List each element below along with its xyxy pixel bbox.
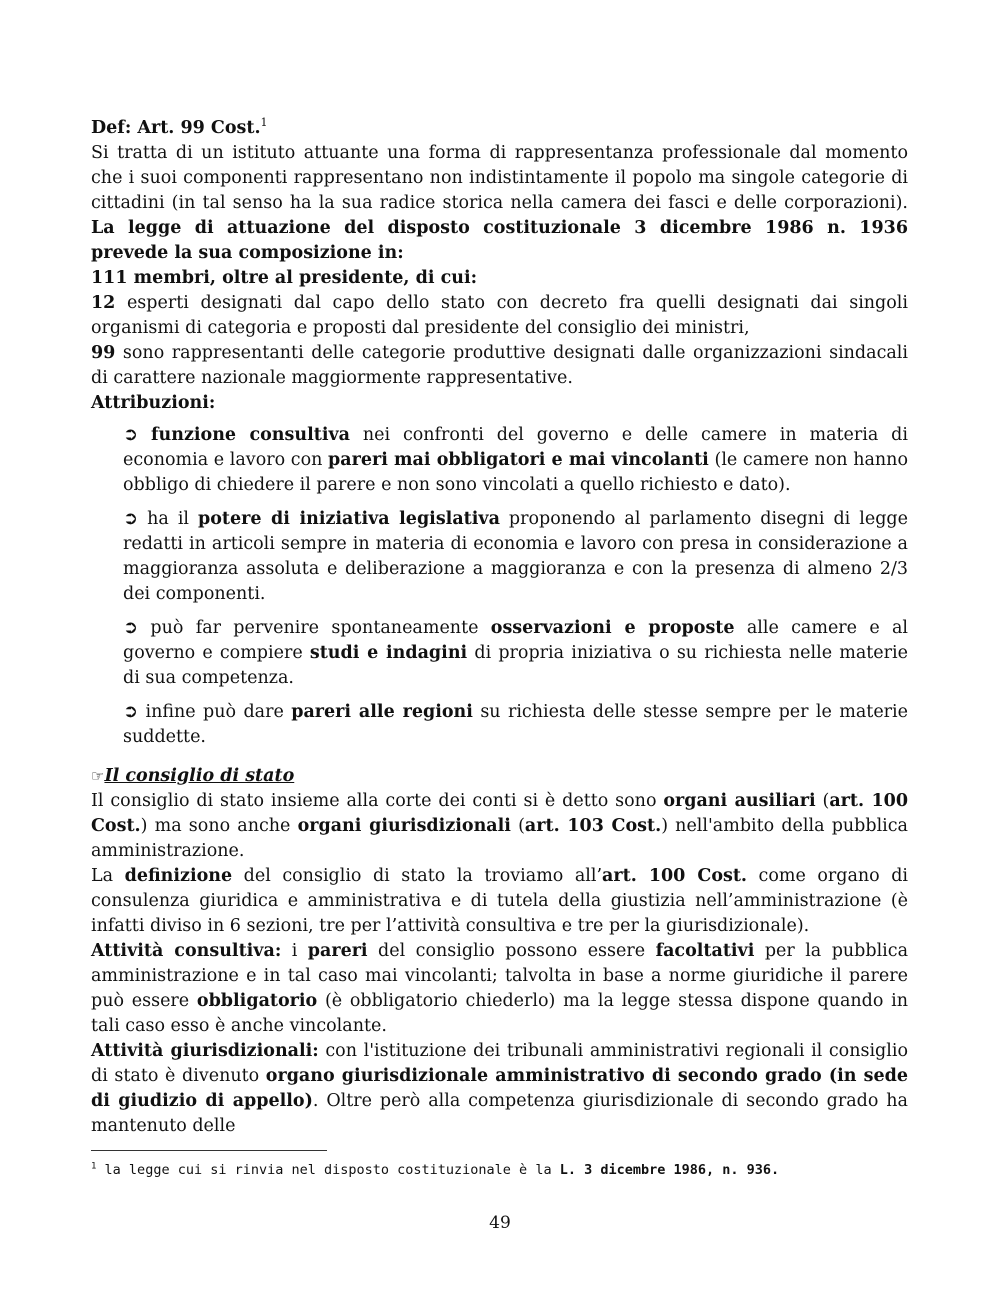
- footnote-divider: [91, 1150, 327, 1151]
- list-item: ➲ funzione consultiva nei confronti del governo e delle camere in materia di economia e lavoro con pareri mai obbligatori e mai vincolanti (le camere non hanno obbligo di chiedere il parere e non sono vincolati a quello richiesto e dato).: [123, 424, 908, 495]
- footnote-reference: 1: [260, 116, 268, 130]
- experts-paragraph: 12 esperti designati dal capo dello stato con decreto fra quelli designati dai singoli organismi di categoria e proposti dal presidente del consiglio dei ministri,: [91, 293, 908, 338]
- definition-heading: Def: Art. 99 Cost.$^1$: [91, 116, 268, 138]
- main-text: [91, 116, 908, 1139]
- section-heading: ☞Il consiglio di stato: [91, 766, 295, 786]
- section-paragraph-3: Attività consultiva: i pareri del consiglio possono essere facoltativi per la pubblica amministrazione e in tal caso mai vincolanti; talvolta in base a norme giuridiche il parere può essere obbligatorio (è obbligatorio chiederlo) ma la legge stessa dispone quando in tali caso esso è anche vincolante.: [91, 941, 908, 1036]
- list-item: ➲ può far pervenire spontaneamente osservazioni e proposte alle camere e al governo e compiere studi e indagini di propria iniziativa o su richiesta nelle materie di sua competenza.: [123, 617, 908, 688]
- footnote-number: 1: [91, 1161, 97, 1172]
- members-heading: 111 membri, oltre al presidente, di cui:: [91, 268, 478, 288]
- arrow-circle-right-icon: ➲: [123, 508, 139, 529]
- pointing-hand-icon: ☞: [91, 767, 105, 785]
- section-paragraph-1: Il consiglio di stato insieme alla corte dei conti si è detto sono organi ausiliari (art. 100 Cost.) ma sono anche organi giurisdizionali (art. 103 Cost.) nell'ambito della pubblica amministrazione.: [91, 791, 908, 861]
- attribuzioni-list: [123, 422, 908, 750]
- representatives-paragraph: 99 sono rappresentanti delle categorie produttive designati dalle organizzazioni sindacali di carattere nazionale maggiormente rappresentative.: [91, 343, 908, 388]
- definition-paragraph: Si tratta di un istituto attuante una forma di rappresentanza professionale dal momento che i suoi componenti rappresentano non indistintamente il popolo ma singole categorie di cittadini (in tal senso ha la sua radice storica nella camera dei fasci e delle corporazioni). La legge di attuazione del disposto costituzionale 3 dicembre 1986 n. 1936 prevede la sua composizione in:: [91, 143, 908, 263]
- section-paragraph-4: Attività giurisdizionali: con l'istituzione dei tribunali amministrativi regionali il consiglio di stato è divenuto organo giurisdizionale amministrativo di secondo grado (in sede di giudizio di appello). Oltre però alla competenza giurisdizionale di secondo grado ha mantenuto delle: [91, 1041, 909, 1136]
- attribuzioni-heading: Attribuzioni:: [91, 393, 216, 413]
- arrow-circle-right-icon: ➲: [123, 617, 139, 638]
- arrow-circle-right-icon: ➲: [123, 701, 139, 722]
- list-item: ➲ ha il potere di iniziativa legislativa proponendo al parlamento disegni di legge redatti in articoli sempre in materia di economia e lavoro con presa in considerazione a maggioranza assoluta e deliberazione a maggioranza e con la presenza di almeno 2/3 dei componenti.: [123, 508, 908, 604]
- section-paragraph-2: La definizione del consiglio di stato la troviamo all’art. 100 Cost. come organo di consulenza giuridica e amministrativa e di tutela della giustizia nell’amministrazione (è infatti diviso in 6 sezioni, tre per l’attività consultiva e tre per la giurisdizionale).: [91, 866, 908, 936]
- footnote: $^1$ la legge cui si rinvia nel disposto costituzionale è la L. 3 dicembre 1986, n. 936.: [91, 1161, 780, 1178]
- page-number: 49: [489, 1213, 511, 1233]
- arrow-circle-right-icon: ➲: [123, 424, 139, 445]
- list-item: ➲ infine può dare pareri alle regioni su richiesta delle stesse sempre per le materie suddette.: [123, 701, 908, 747]
